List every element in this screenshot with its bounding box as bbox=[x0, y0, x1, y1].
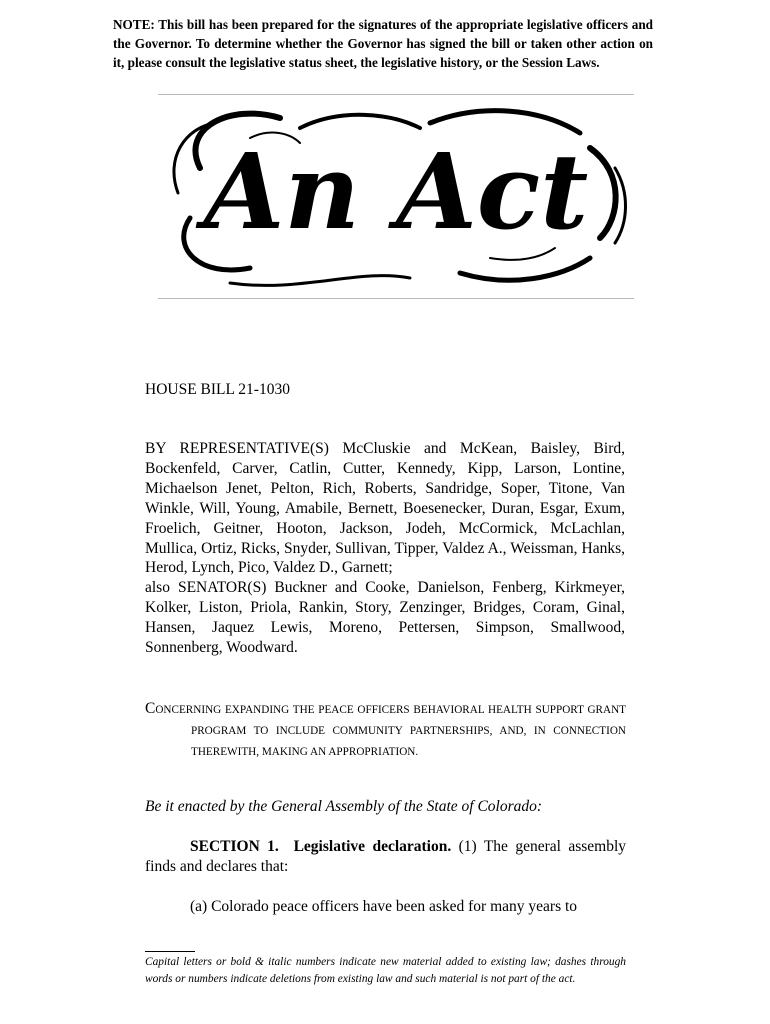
section-1-heading: SECTION 1. bbox=[190, 838, 279, 855]
senators-list: also SENATOR(S) Buckner and Cooke, Danielson, Fenberg, Kirkmeyer, Kolker, Liston, Priola, Rankin, Story, Zenzinger, Bridges, Coram, Ginal, Hansen, Jaquez Lewis, Moreno, Pettersen, Simpson, Smallwood, Sonnenberg, Woodward. bbox=[145, 579, 625, 657]
an-act-flourish bbox=[160, 98, 632, 296]
paragraph-a: (a) Colorado peace officers have been asked for many years to bbox=[190, 898, 578, 915]
enacting-clause: Be it enacted by the General Assembly of the State of Colorado: bbox=[145, 798, 543, 815]
bill-number: HOUSE BILL 21-1030 bbox=[145, 381, 290, 398]
bill-title-text: ONCERNING EXPANDING THE PEACE OFFICERS BEHAVIORAL HEALTH SUPPORT GRANT PROGRAM TO INCLUDE COMMUNITY PARTNERSHIPS, AND, IN CONNECTION THEREWITH, MAKING AN APPROPRIATION. bbox=[155, 704, 626, 758]
footnote-rule bbox=[145, 951, 195, 952]
banner-bottom-rule bbox=[158, 298, 634, 299]
bill-title bbox=[145, 698, 626, 763]
banner-top-rule bbox=[158, 94, 634, 95]
section-1-caption: Legislative declaration. bbox=[293, 838, 452, 855]
bill-title-initial: C bbox=[145, 700, 156, 717]
section-1 bbox=[145, 837, 626, 877]
an-act-heading: An Act bbox=[203, 130, 589, 253]
representatives-list: BY REPRESENTATIVE(S) McCluskie and McKean, Baisley, Bird, Bockenfeld, Carver, Catlin, Cutter, Kennedy, Kipp, Larson, Lontine, Michaelson Jenet, Pelton, Rich, Roberts, Sandridge, Soper, Titone, Van Winkle, Will, Young, Amabile, Bernett, Boesenecker, Duran, Esgar, Exum, Froelich, Geitner, Hooton, Jackson, Jodeh, McCormick, McLachlan, Mullica, Ortiz, Ricks, Snyder, Sullivan, Tipper, Valdez A., Weissman, Hanks, Herod, Lynch, Pico, Valdez D., Garnett; bbox=[145, 440, 625, 577]
footnote: Capital letters or bold & italic numbers indicate new material added to existing law; dashes through words or numbers indicate deletions from existing law and such material is not part of the act. bbox=[145, 956, 626, 985]
section-1-text: (1) The general assembly finds and declares that: bbox=[145, 838, 627, 875]
governor-note: NOTE: This bill has been prepared for the signatures of the appropriate legislative officers and the Governor. To determine whether the Governor has signed the bill or taken other action on it, please consult the legislative status sheet, the legislative history, or the Session Laws. bbox=[113, 17, 653, 70]
an-act-banner bbox=[160, 98, 632, 296]
sponsors-block bbox=[145, 439, 625, 658]
